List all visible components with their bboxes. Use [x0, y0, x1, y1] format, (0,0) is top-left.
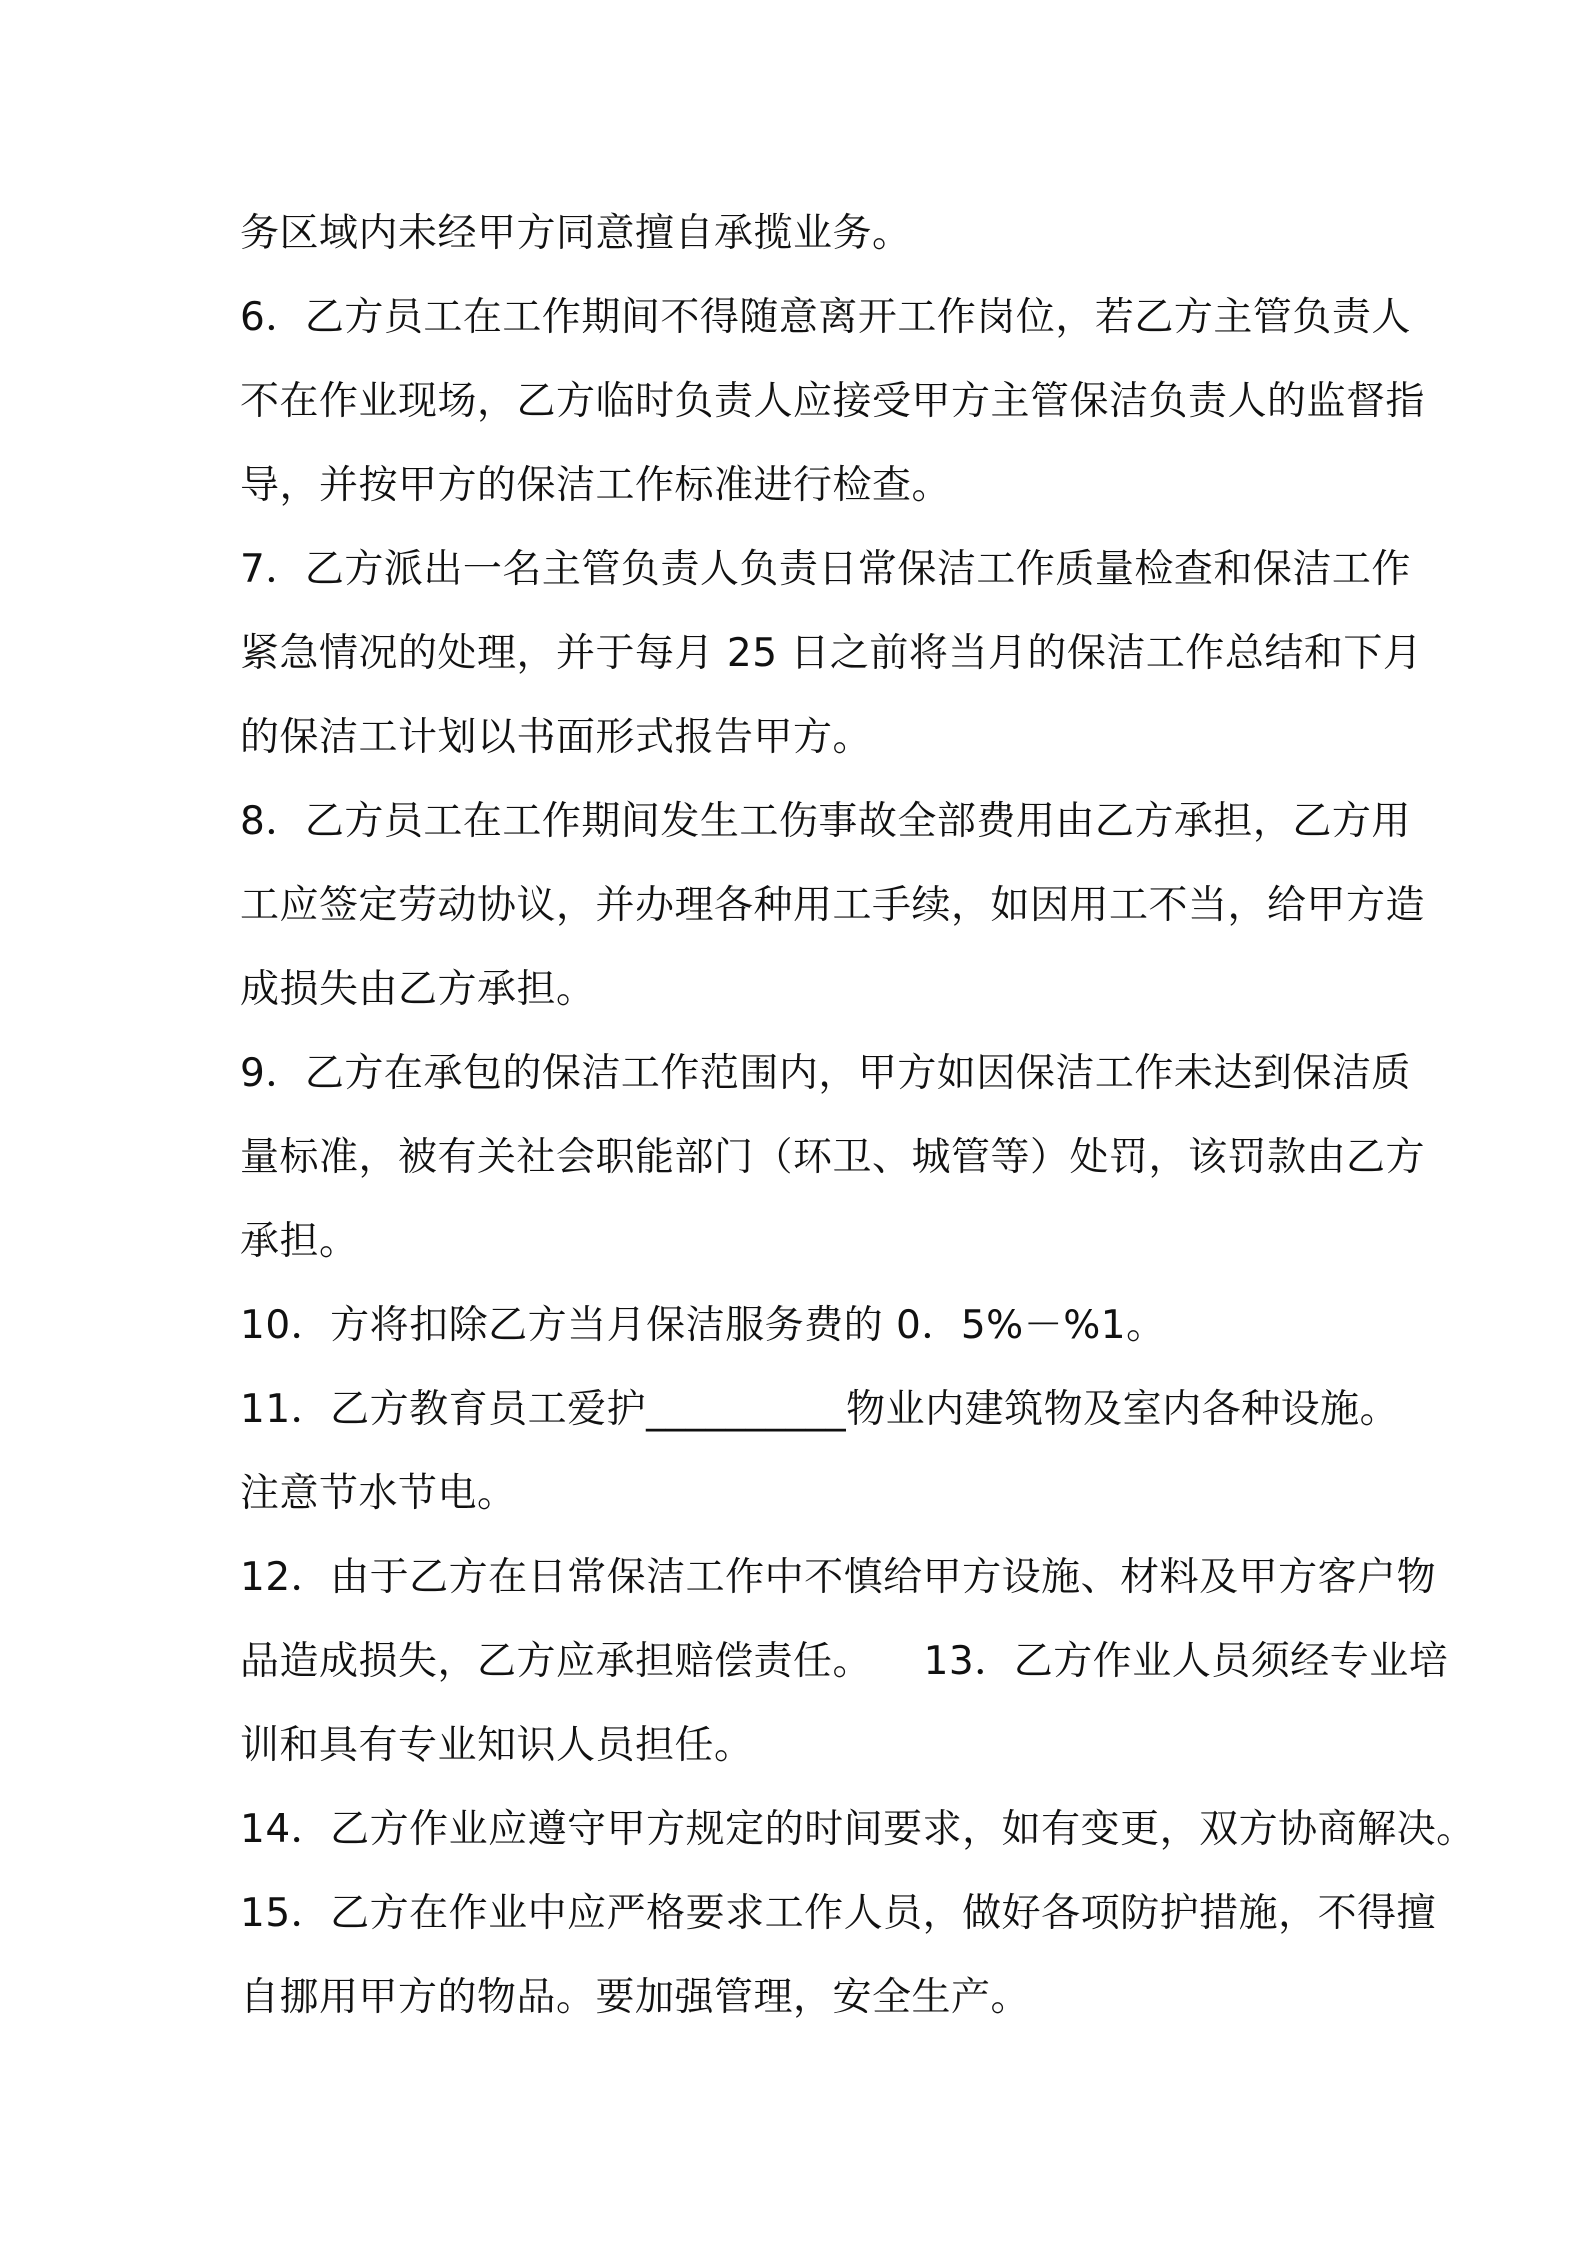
- text-line: 6．乙方员工在工作期间不得随意离开工作岗位，若乙方主管负责人: [240, 295, 1411, 340]
- text-line: 量标准，被有关社会职能部门（环卫、城管等）处罚，该罚款由乙方: [240, 1135, 1426, 1180]
- text-line: 工应签定劳动协议，并办理各种用工手续，如因用工不当，给甲方造: [240, 883, 1426, 928]
- text-line: 7．乙方派出一名主管负责人负责日常保洁工作质量检查和保洁工作: [240, 547, 1411, 592]
- text-line: 导，并按甲方的保洁工作标准进行检查。: [240, 463, 952, 508]
- text-line: 15．乙方在作业中应严格要求工作人员，做好各项防护措施，不得擅: [240, 1891, 1437, 1936]
- text-line: 成损失由乙方承担。: [240, 967, 596, 1012]
- text-line: 品造成损失，乙方应承担赔偿责任。 13．乙方作业人员须经专业培: [240, 1639, 1449, 1684]
- text-line: 紧急情况的处理，并于每月 25 日之前将当月的保洁工作总结和下月: [240, 631, 1423, 676]
- text-line: 10．方将扣除乙方当月保洁服务费的 0．5%－%1。: [240, 1303, 1166, 1348]
- text-line: 的保洁工计划以书面形式报告甲方。: [240, 715, 873, 760]
- text-line: 8．乙方员工在工作期间发生工伤事故全部费用由乙方承担，乙方用: [240, 799, 1411, 844]
- text-line: 14．乙方作业应遵守甲方规定的时间要求，如有变更，双方协商解决。: [240, 1807, 1476, 1852]
- text-line: 不在作业现场，乙方临时负责人应接受甲方主管保洁负责人的监督指: [240, 379, 1426, 424]
- text-line: 务区域内未经甲方同意擅自承揽业务。: [240, 211, 912, 256]
- document-body: [240, 192, 1476, 2040]
- text-line: 9．乙方在承包的保洁工作范围内，甲方如因保洁工作未达到保洁质: [240, 1051, 1411, 1096]
- text-line: 11．乙方教育员工爱护__________物业内建筑物及室内各种设施。: [240, 1387, 1400, 1432]
- text-line: 注意节水节电。: [240, 1471, 517, 1516]
- text-line: 承担。: [240, 1219, 359, 1264]
- text-line: 自挪用甲方的物品。要加强管理，安全生产。: [240, 1975, 1031, 2020]
- text-line: 12．由于乙方在日常保洁工作中不慎给甲方设施、材料及甲方客户物: [240, 1555, 1437, 1600]
- text-line: 训和具有专业知识人员担任。: [240, 1723, 754, 1768]
